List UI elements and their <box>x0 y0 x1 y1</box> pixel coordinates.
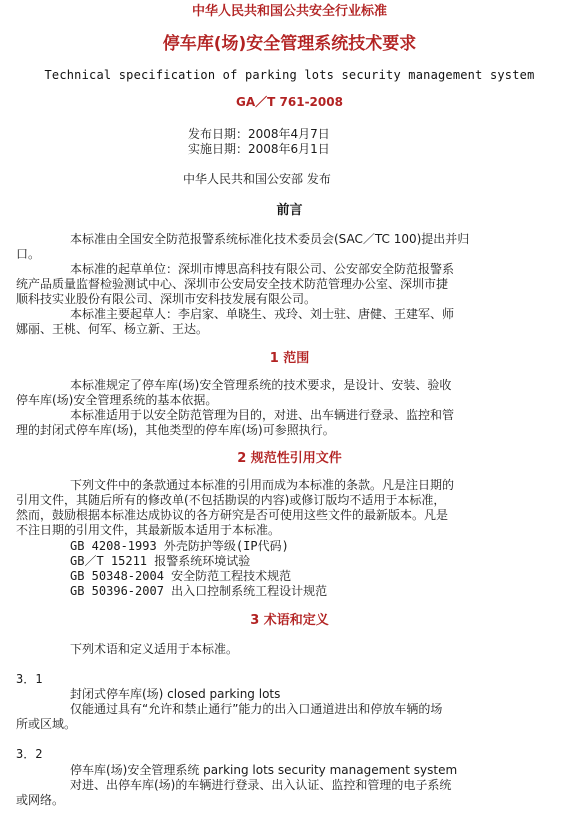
foreword-paragraph: 统产品质量监督检验测试中心、深圳市公安局安全技术防范管理办公室、深圳市捷 <box>16 277 449 291</box>
scope-paragraph: 本标准规定了停车库(场)安全管理系统的技术要求，是设计、安装、验收 <box>70 378 452 392</box>
implement-date: 实施日期：2008年6月1日 <box>188 142 330 156</box>
term-name: 停车库(场)安全管理系统 parking lots security management system <box>70 763 458 777</box>
foreword-paragraph: 本标准的起草单位：深圳市博思高科技有限公司、公安部安全防范报警系 <box>70 262 455 276</box>
normative-paragraph: 引用文件，其随后所有的修改单(不包括勘误的内容)或修订版均不适用于本标准， <box>16 493 446 507</box>
normative-paragraph: 下列文件中的条款通过本标准的引用而成为本标准的条款。凡是注日期的 <box>70 478 455 492</box>
term-number: 3．1 <box>16 672 43 686</box>
normative-paragraph: 然而，鼓励根据本标准达成协议的各方研究是否可使用这些文件的最新版本。凡是 <box>16 508 449 522</box>
document-title: 停车库(场)安全管理系统技术要求 <box>162 34 417 54</box>
scope-paragraph: 理的封闭式停车库(场)，其他类型的停车库(场)可参照执行。 <box>16 423 335 437</box>
foreword-paragraph: 本标准由全国安全防范报警系统标准化技术委员会(SAC／TC 100)提出并归 <box>70 232 470 246</box>
foreword-paragraph: 本标准主要起草人：李启家、单晓生、戎玲、刘士驻、唐健、王建军、师 <box>70 307 455 321</box>
reference-item: GB 4208-1993 外壳防护等级(IP代码) <box>70 539 289 553</box>
term-definition: 对进、出停车库(场)的车辆进行登录、出入认证、监控和管理的电子系统 <box>70 778 452 792</box>
standard-type: 中华人民共和国公共安全行业标准 <box>191 4 387 19</box>
standard-code: GA／T 761-2008 <box>236 95 343 109</box>
term-definition: 仅能通过具有“允许和禁止通行”能力的出入口通道进出和停放车辆的场 <box>70 702 443 716</box>
term-definition: 所或区域。 <box>16 717 77 731</box>
document-title-english: Technical specification of parking lots security management system <box>44 68 535 82</box>
section-heading-scope: 1 范围 <box>269 351 310 366</box>
foreword-heading: 前言 <box>276 203 303 218</box>
term-name: 封闭式停车库(场) closed parking lots <box>70 687 281 701</box>
section-heading-normative: 2 规范性引用文件 <box>237 451 342 466</box>
foreword-paragraph: 娜丽、王桃、何军、杨立新、王达。 <box>16 322 209 336</box>
foreword-paragraph: 顺科技实业股份有限公司、深圳市安科技发展有限公司。 <box>16 292 317 306</box>
reference-item: GB／T 15211 报警系统环境试验 <box>70 554 251 568</box>
term-definition: 或网络。 <box>16 793 65 807</box>
reference-item: GB 50348-2004 安全防范工程技术规范 <box>70 569 292 583</box>
scope-paragraph: 本标准适用于以安全防范管理为目的，对进、出车辆进行登录、监控和管 <box>70 408 455 422</box>
reference-item: GB 50396-2007 出入口控制系统工程设计规范 <box>70 584 328 598</box>
foreword-paragraph: 口。 <box>16 247 41 261</box>
publish-date: 发布日期：2008年4月7日 <box>188 127 330 141</box>
scope-paragraph: 停车库(场)安全管理系统的基本依据。 <box>16 393 218 407</box>
term-number: 3．2 <box>16 747 43 761</box>
section-heading-terms: 3 术语和定义 <box>250 613 329 628</box>
normative-paragraph: 不注日期的引用文件，其最新版本适用于本标准。 <box>16 523 281 537</box>
terms-intro: 下列术语和定义适用于本标准。 <box>70 642 239 656</box>
issuer: 中华人民共和国公安部 发布 <box>183 172 331 186</box>
